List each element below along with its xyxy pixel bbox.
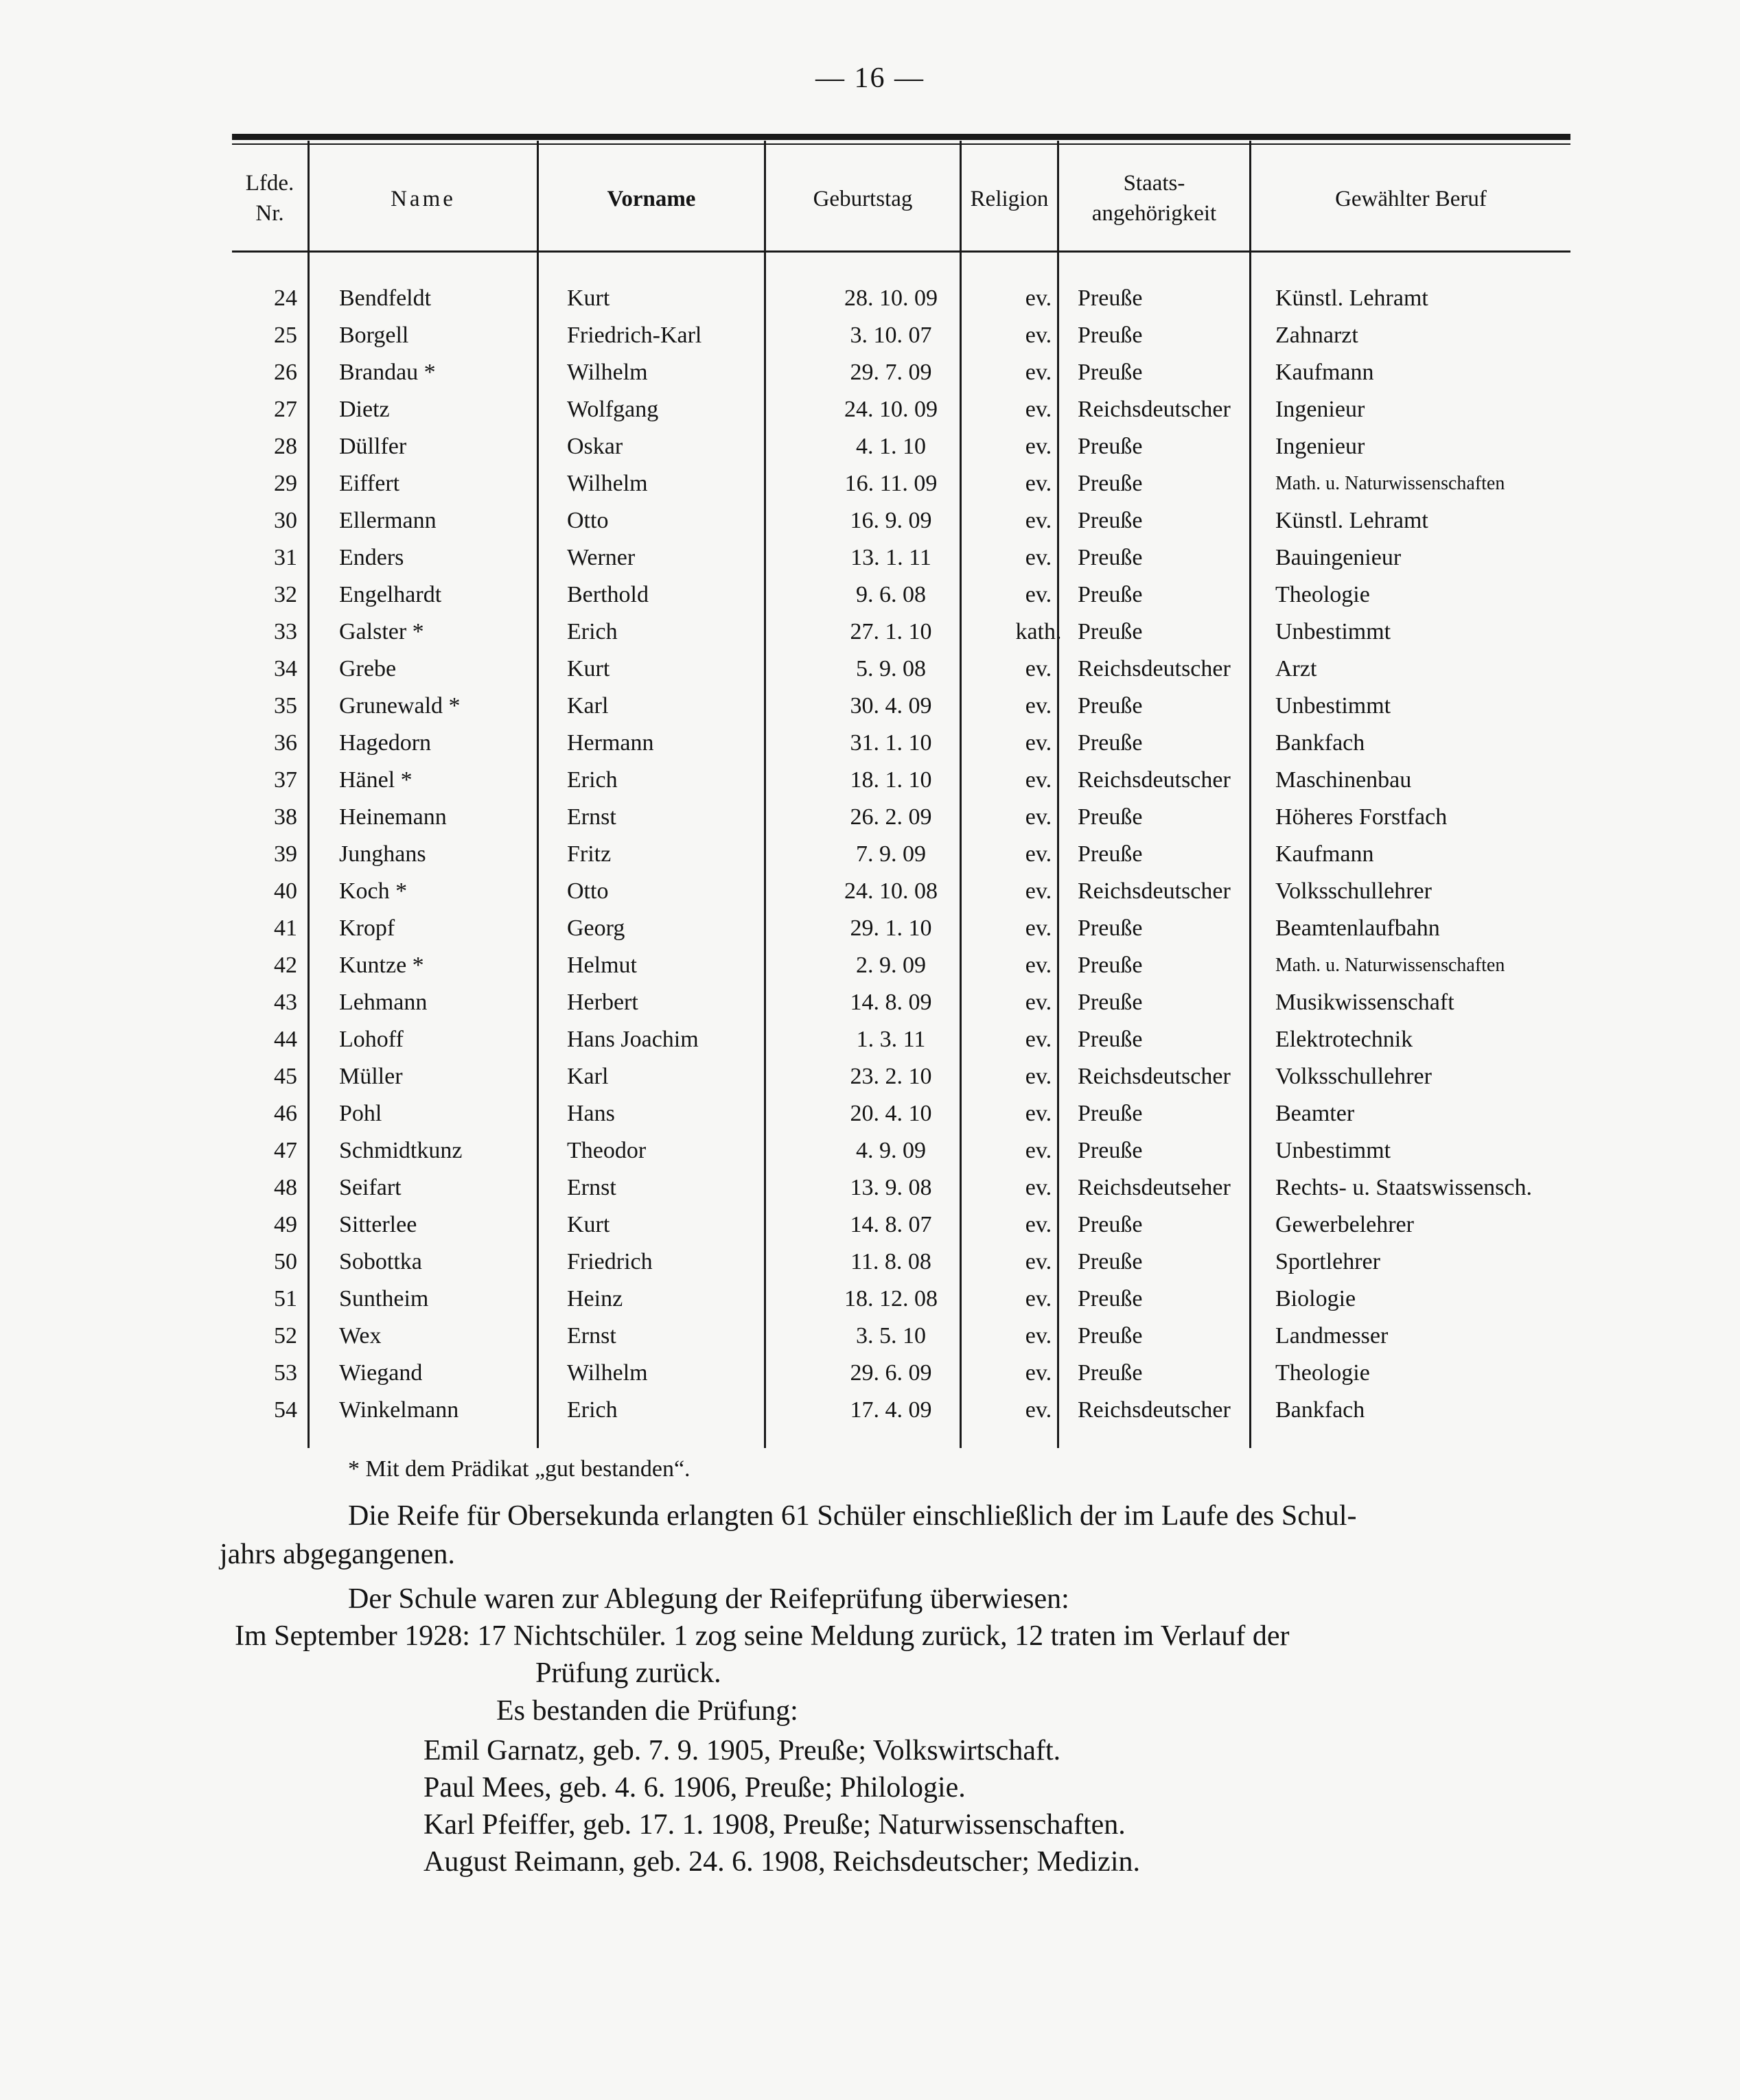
page-number: — 16 —: [815, 62, 925, 94]
cell-nr: 33: [274, 619, 297, 644]
cell-vorname: Theodor: [567, 1138, 647, 1163]
cell-vorname: Kurt: [567, 656, 610, 681]
cell-nr: 49: [274, 1212, 297, 1237]
cell-beruf: Sportlehrer: [1275, 1249, 1380, 1274]
cell-nr: 52: [274, 1323, 297, 1349]
cell-nr: 43: [274, 990, 297, 1015]
cell-beruf: Unbestimmt: [1275, 619, 1391, 644]
paragraph-schule: Der Schule waren zur Ablegung der Reifeprüfung überwiesen:: [348, 1583, 1069, 1615]
cell-beruf: Math. u. Naturwissenschaften: [1275, 473, 1505, 494]
paragraph-reife-line1: Die Reife für Obersekunda erlangten 61 Schüler einschließlich der im Laufe des Schul-: [348, 1500, 1357, 1532]
cell-beruf: Gewerbelehrer: [1275, 1212, 1414, 1237]
cell-beruf: Landmesser: [1275, 1323, 1389, 1349]
cell-staatsangehoerigkeit: Preuße: [1078, 434, 1143, 459]
table-row: [232, 1206, 1570, 1244]
cell-vorname: Hermann: [567, 730, 654, 756]
cell-staatsangehoerigkeit: Preuße: [1078, 693, 1143, 719]
cell-religion: ev.: [1025, 1249, 1052, 1274]
table-row: [232, 947, 1570, 984]
cell-religion: ev.: [1025, 360, 1052, 385]
cell-beruf: Kaufmann: [1275, 841, 1374, 867]
cell-geburtstag: 4. 9. 09: [856, 1138, 926, 1163]
cell-vorname: Ernst: [567, 1323, 616, 1349]
table-row: [232, 836, 1570, 873]
cell-nr: 37: [274, 767, 297, 793]
cell-vorname: Kurt: [567, 1212, 610, 1237]
cell-geburtstag: 16. 11. 09: [844, 471, 938, 496]
table-row: [232, 1132, 1570, 1169]
cell-nr: 29: [274, 471, 297, 496]
cell-nr: 45: [274, 1064, 297, 1089]
cell-nr: 53: [274, 1360, 297, 1386]
table-row: [232, 317, 1570, 354]
cell-religion: ev.: [1025, 1323, 1052, 1349]
cell-vorname: Oskar: [567, 434, 623, 459]
cell-beruf: Bankfach: [1275, 730, 1365, 756]
cell-geburtstag: 17. 4. 09: [850, 1397, 932, 1423]
cell-religion: ev.: [1025, 693, 1052, 719]
cell-vorname: Ernst: [567, 1175, 616, 1200]
table-row: [232, 1244, 1570, 1281]
cell-geburtstag: 29. 7. 09: [850, 360, 932, 385]
cell-staatsangehoerigkeit: Preuße: [1078, 915, 1143, 941]
cell-beruf: Beamter: [1275, 1101, 1355, 1126]
cell-vorname: Friedrich-Karl: [567, 323, 702, 348]
cell-nr: 27: [274, 397, 297, 422]
cell-staatsangehoerigkeit: Reichsdeutscher: [1078, 878, 1231, 904]
cell-religion: ev.: [1025, 285, 1052, 311]
cell-name: Sobottka: [339, 1249, 422, 1274]
cell-staatsangehoerigkeit: Reichsdeutscher: [1078, 1397, 1231, 1423]
cell-name: Düllfer: [339, 434, 407, 459]
cell-beruf: Kaufmann: [1275, 360, 1374, 385]
table-row: [232, 391, 1570, 428]
cell-geburtstag: 1. 3. 11: [856, 1027, 926, 1052]
cell-religion: kath.: [1015, 619, 1062, 644]
cell-name: Winkelmann: [339, 1397, 459, 1423]
cell-geburtstag: 13. 1. 11: [850, 545, 931, 570]
cell-beruf: Math. u. Naturwissenschaften: [1275, 955, 1505, 976]
cell-staatsangehoerigkeit: Preuße: [1078, 730, 1143, 756]
cell-staatsangehoerigkeit: Preuße: [1078, 1286, 1143, 1311]
table-top-rule: [232, 134, 1570, 140]
cell-name: Koch *: [339, 878, 408, 904]
cell-religion: ev.: [1025, 1064, 1052, 1089]
passed-student: August Reimann, geb. 24. 6. 1908, Reichsdeutscher; Medizin.: [424, 1846, 1140, 1878]
table-header-rule: [232, 250, 1570, 253]
cell-vorname: Hans: [567, 1101, 615, 1126]
cell-vorname: Ernst: [567, 804, 616, 830]
cell-geburtstag: 24. 10. 08: [844, 878, 938, 904]
cell-vorname: Georg: [567, 915, 625, 941]
cell-nr: 41: [274, 915, 297, 941]
cell-geburtstag: 20. 4. 10: [850, 1101, 932, 1126]
cell-beruf: Ingenieur: [1275, 434, 1365, 459]
table-row: [232, 354, 1570, 391]
header-vorname: Vorname: [607, 187, 696, 211]
table-row: [232, 688, 1570, 725]
cell-nr: 25: [274, 323, 297, 348]
cell-nr: 36: [274, 730, 297, 756]
cell-nr: 50: [274, 1249, 297, 1274]
cell-vorname: Berthold: [567, 582, 649, 607]
cell-staatsangehoerigkeit: Preuße: [1078, 1101, 1143, 1126]
paragraph-september: Im September 1928: 17 Nichtschüler. 1 zog seine Meldung zurück, 12 traten im Verlauf der: [235, 1620, 1290, 1652]
cell-religion: ev.: [1025, 397, 1052, 422]
cell-staatsangehoerigkeit: Preuße: [1078, 1360, 1143, 1386]
cell-beruf: Höheres Forstfach: [1275, 804, 1448, 830]
cell-religion: ev.: [1025, 434, 1052, 459]
cell-beruf: Volksschullehrer: [1275, 1064, 1432, 1089]
cell-vorname: Wilhelm: [567, 360, 648, 385]
cell-vorname: Heinz: [567, 1286, 623, 1311]
cell-religion: ev.: [1025, 1027, 1052, 1052]
cell-religion: ev.: [1025, 1286, 1052, 1311]
cell-religion: ev.: [1025, 508, 1052, 533]
cell-nr: 30: [274, 508, 297, 533]
cell-name: Grebe: [339, 656, 397, 681]
cell-beruf: Rechts- u. Staatswissensch.: [1275, 1175, 1532, 1200]
cell-geburtstag: 4. 1. 10: [856, 434, 926, 459]
cell-religion: ev.: [1025, 471, 1052, 496]
cell-vorname: Otto: [567, 878, 609, 904]
cell-nr: 46: [274, 1101, 297, 1126]
cell-name: Heinemann: [339, 804, 447, 830]
cell-staatsangehoerigkeit: Preuße: [1078, 508, 1143, 533]
header-religion: Religion: [970, 187, 1049, 211]
cell-nr: 35: [274, 693, 297, 719]
cell-vorname: Herbert: [567, 990, 638, 1015]
cell-religion: ev.: [1025, 545, 1052, 570]
cell-name: Bendfeldt: [339, 285, 432, 311]
cell-staatsangehoerigkeit: Preuße: [1078, 804, 1143, 830]
cell-beruf: Biologie: [1275, 1286, 1356, 1311]
cell-name: Hänel *: [339, 767, 413, 793]
cell-staatsangehoerigkeit: Reichsdeutscher: [1078, 397, 1231, 422]
cell-staatsangehoerigkeit: Preuße: [1078, 471, 1143, 496]
cell-vorname: Hans Joachim: [567, 1027, 699, 1052]
cell-beruf: Unbestimmt: [1275, 1138, 1391, 1163]
cell-beruf: Zahnarzt: [1275, 323, 1358, 348]
cell-nr: 44: [274, 1027, 297, 1052]
cell-nr: 51: [274, 1286, 297, 1311]
cell-geburtstag: 13. 9. 08: [850, 1175, 932, 1200]
cell-name: Schmidtkunz: [339, 1138, 463, 1163]
cell-name: Müller: [339, 1064, 403, 1089]
cell-religion: ev.: [1025, 878, 1052, 904]
table-row: [232, 428, 1570, 465]
cell-religion: ev.: [1025, 1101, 1052, 1126]
table-row: [232, 1355, 1570, 1392]
header-staatsangehoerigkeit: Staats- angehörigkeit: [1091, 171, 1217, 226]
cell-vorname: Friedrich: [567, 1249, 653, 1274]
cell-beruf: Musikwissenschaft: [1275, 990, 1454, 1015]
cell-beruf: Beamtenlaufbahn: [1275, 915, 1440, 941]
cell-staatsangehoerigkeit: Preuße: [1078, 545, 1143, 570]
cell-geburtstag: 2. 9. 09: [856, 953, 926, 978]
cell-religion: ev.: [1025, 767, 1052, 793]
passed-student: Karl Pfeiffer, geb. 17. 1. 1908, Preuße; Naturwissenschaften.: [424, 1809, 1126, 1841]
cell-geburtstag: 28. 10. 09: [844, 285, 938, 311]
cell-staatsangehoerigkeit: Preuße: [1078, 1323, 1143, 1349]
cell-name: Galster *: [339, 619, 424, 644]
cell-geburtstag: 11. 8. 08: [850, 1249, 931, 1274]
cell-staatsangehoerigkeit: Preuße: [1078, 990, 1143, 1015]
table-row: [232, 1392, 1570, 1429]
cell-geburtstag: 29. 1. 10: [850, 915, 932, 941]
cell-geburtstag: 18. 12. 08: [844, 1286, 938, 1311]
cell-vorname: Wolfgang: [567, 397, 659, 422]
cell-beruf: Bauingenieur: [1275, 545, 1402, 570]
cell-geburtstag: 9. 6. 08: [856, 582, 926, 607]
cell-religion: ev.: [1025, 323, 1052, 348]
cell-name: Engelhardt: [339, 582, 442, 607]
cell-religion: ev.: [1025, 1397, 1052, 1423]
cell-religion: ev.: [1025, 804, 1052, 830]
table-row: [232, 1281, 1570, 1318]
cell-vorname: Werner: [567, 545, 636, 570]
cell-geburtstag: 26. 2. 09: [850, 804, 932, 830]
cell-nr: 48: [274, 1175, 297, 1200]
cell-beruf: Volksschullehrer: [1275, 878, 1432, 904]
cell-name: Wex: [339, 1323, 382, 1349]
cell-geburtstag: 31. 1. 10: [850, 730, 932, 756]
cell-geburtstag: 27. 1. 10: [850, 619, 932, 644]
cell-geburtstag: 5. 9. 08: [856, 656, 926, 681]
passed-student: Emil Garnatz, geb. 7. 9. 1905, Preuße; Volkswirtschaft.: [424, 1735, 1061, 1766]
cell-religion: ev.: [1025, 1360, 1052, 1386]
cell-name: Eiffert: [339, 471, 400, 496]
cell-vorname: Erich: [567, 1397, 618, 1423]
cell-religion: ev.: [1025, 915, 1052, 941]
cell-vorname: Helmut: [567, 953, 637, 978]
cell-staatsangehoerigkeit: Preuße: [1078, 360, 1143, 385]
cell-name: Lehmann: [339, 990, 428, 1015]
cell-staatsangehoerigkeit: Preuße: [1078, 1249, 1143, 1274]
cell-vorname: Kurt: [567, 285, 610, 311]
table-row: [232, 576, 1570, 614]
cell-beruf: Arzt: [1275, 656, 1317, 681]
cell-staatsangehoerigkeit: Preuße: [1078, 323, 1143, 348]
cell-name: Ellermann: [339, 508, 437, 533]
table-row: [232, 1095, 1570, 1132]
table-row: [232, 1021, 1570, 1058]
cell-geburtstag: 3. 5. 10: [856, 1323, 926, 1349]
footnote: * Mit dem Prädikat „gut bestanden“.: [348, 1456, 691, 1482]
cell-religion: ev.: [1025, 1175, 1052, 1200]
cell-nr: 38: [274, 804, 297, 830]
cell-nr: 26: [274, 360, 297, 385]
cell-name: Junghans: [339, 841, 426, 867]
cell-religion: ev.: [1025, 656, 1052, 681]
cell-name: Lohoff: [339, 1027, 404, 1052]
header-beruf: Gewählter Beruf: [1335, 187, 1487, 211]
cell-name: Sitterlee: [339, 1212, 417, 1237]
cell-staatsangehoerigkeit: Preuße: [1078, 1212, 1143, 1237]
cell-name: Brandau *: [339, 360, 436, 385]
cell-nr: 39: [274, 841, 297, 867]
cell-religion: ev.: [1025, 582, 1052, 607]
cell-vorname: Erich: [567, 767, 618, 793]
table-row: [232, 910, 1570, 947]
table-row: [232, 465, 1570, 502]
cell-name: Borgell: [339, 323, 409, 348]
cell-religion: ev.: [1025, 990, 1052, 1015]
cell-nr: 47: [274, 1138, 297, 1163]
table-top-rule-thin: [232, 143, 1570, 145]
cell-staatsangehoerigkeit: Reichsdeutseher: [1078, 1175, 1231, 1200]
cell-nr: 34: [274, 656, 297, 681]
cell-geburtstag: 7. 9. 09: [856, 841, 926, 867]
cell-geburtstag: 3. 10. 07: [850, 323, 932, 348]
table-row: [232, 502, 1570, 539]
cell-name: Dietz: [339, 397, 390, 422]
cell-geburtstag: 14. 8. 09: [850, 990, 932, 1015]
cell-nr: 32: [274, 582, 297, 607]
cell-vorname: Karl: [567, 1064, 609, 1089]
cell-beruf: Theologie: [1275, 582, 1370, 607]
cell-vorname: Karl: [567, 693, 609, 719]
cell-vorname: Wilhelm: [567, 1360, 648, 1386]
cell-beruf: Unbestimmt: [1275, 693, 1391, 719]
cell-nr: 42: [274, 953, 297, 978]
cell-name: Hagedorn: [339, 730, 432, 756]
cell-staatsangehoerigkeit: Preuße: [1078, 953, 1143, 978]
passed-student: Paul Mees, geb. 4. 6. 1906, Preuße; Philologie.: [424, 1772, 966, 1804]
cell-beruf: Künstl. Lehramt: [1275, 508, 1428, 533]
header-name: Name: [391, 187, 456, 211]
table-row: [232, 1169, 1570, 1206]
cell-vorname: Erich: [567, 619, 618, 644]
cell-religion: ev.: [1025, 1138, 1052, 1163]
table-row: [232, 725, 1570, 762]
cell-vorname: Wilhelm: [567, 471, 648, 496]
cell-religion: ev.: [1025, 841, 1052, 867]
table-row: [232, 1058, 1570, 1095]
cell-staatsangehoerigkeit: Preuße: [1078, 285, 1143, 311]
cell-geburtstag: 14. 8. 07: [850, 1212, 932, 1237]
cell-name: Kropf: [339, 915, 395, 941]
paragraph-pruefung: Prüfung zurück.: [535, 1657, 721, 1689]
cell-beruf: Elektrotechnik: [1275, 1027, 1413, 1052]
cell-beruf: Künstl. Lehramt: [1275, 285, 1428, 311]
paragraph-bestanden: Es bestanden die Prüfung:: [496, 1695, 798, 1727]
table-row: [232, 799, 1570, 836]
table-row: [232, 873, 1570, 910]
cell-geburtstag: 16. 9. 09: [850, 508, 932, 533]
cell-staatsangehoerigkeit: Reichsdeutscher: [1078, 656, 1231, 681]
cell-staatsangehoerigkeit: Preuße: [1078, 1138, 1143, 1163]
cell-beruf: Bankfach: [1275, 1397, 1365, 1423]
cell-staatsangehoerigkeit: Preuße: [1078, 1027, 1143, 1052]
cell-vorname: Otto: [567, 508, 609, 533]
cell-staatsangehoerigkeit: Preuße: [1078, 582, 1143, 607]
table-row: [232, 762, 1570, 799]
table-row: [232, 1318, 1570, 1355]
cell-beruf: Theologie: [1275, 1360, 1370, 1386]
cell-name: Enders: [339, 545, 404, 570]
cell-staatsangehoerigkeit: Reichsdeutscher: [1078, 767, 1231, 793]
table-row: [232, 651, 1570, 688]
cell-staatsangehoerigkeit: Reichsdeutscher: [1078, 1064, 1231, 1089]
table-row: [232, 539, 1570, 576]
cell-geburtstag: 30. 4. 09: [850, 693, 932, 719]
cell-name: Grunewald *: [339, 693, 461, 719]
header-geburtstag: Geburtstag: [813, 187, 913, 211]
cell-beruf: Ingenieur: [1275, 397, 1365, 422]
table-row: [232, 280, 1570, 317]
cell-geburtstag: 24. 10. 09: [844, 397, 938, 422]
cell-name: Wiegand: [339, 1360, 423, 1386]
header-nr: Lfde. Nr.: [245, 171, 294, 226]
table-row: [232, 984, 1570, 1021]
cell-religion: ev.: [1025, 953, 1052, 978]
cell-geburtstag: 29. 6. 09: [850, 1360, 932, 1386]
paragraph-reife-line2: jahrs abgegangenen.: [220, 1539, 455, 1570]
cell-staatsangehoerigkeit: Preuße: [1078, 841, 1143, 867]
cell-geburtstag: 23. 2. 10: [850, 1064, 932, 1089]
cell-religion: ev.: [1025, 1212, 1052, 1237]
cell-nr: 54: [274, 1397, 297, 1423]
cell-name: Seifart: [339, 1175, 402, 1200]
cell-name: Kuntze *: [339, 953, 424, 978]
cell-nr: 40: [274, 878, 297, 904]
cell-staatsangehoerigkeit: Preuße: [1078, 619, 1143, 644]
table-row: [232, 614, 1570, 651]
cell-nr: 24: [274, 285, 297, 311]
cell-name: Pohl: [339, 1101, 382, 1126]
cell-geburtstag: 18. 1. 10: [850, 767, 932, 793]
cell-nr: 28: [274, 434, 297, 459]
cell-beruf: Maschinenbau: [1275, 767, 1412, 793]
cell-vorname: Fritz: [567, 841, 612, 867]
cell-religion: ev.: [1025, 730, 1052, 756]
cell-nr: 31: [274, 545, 297, 570]
cell-name: Suntheim: [339, 1286, 429, 1311]
